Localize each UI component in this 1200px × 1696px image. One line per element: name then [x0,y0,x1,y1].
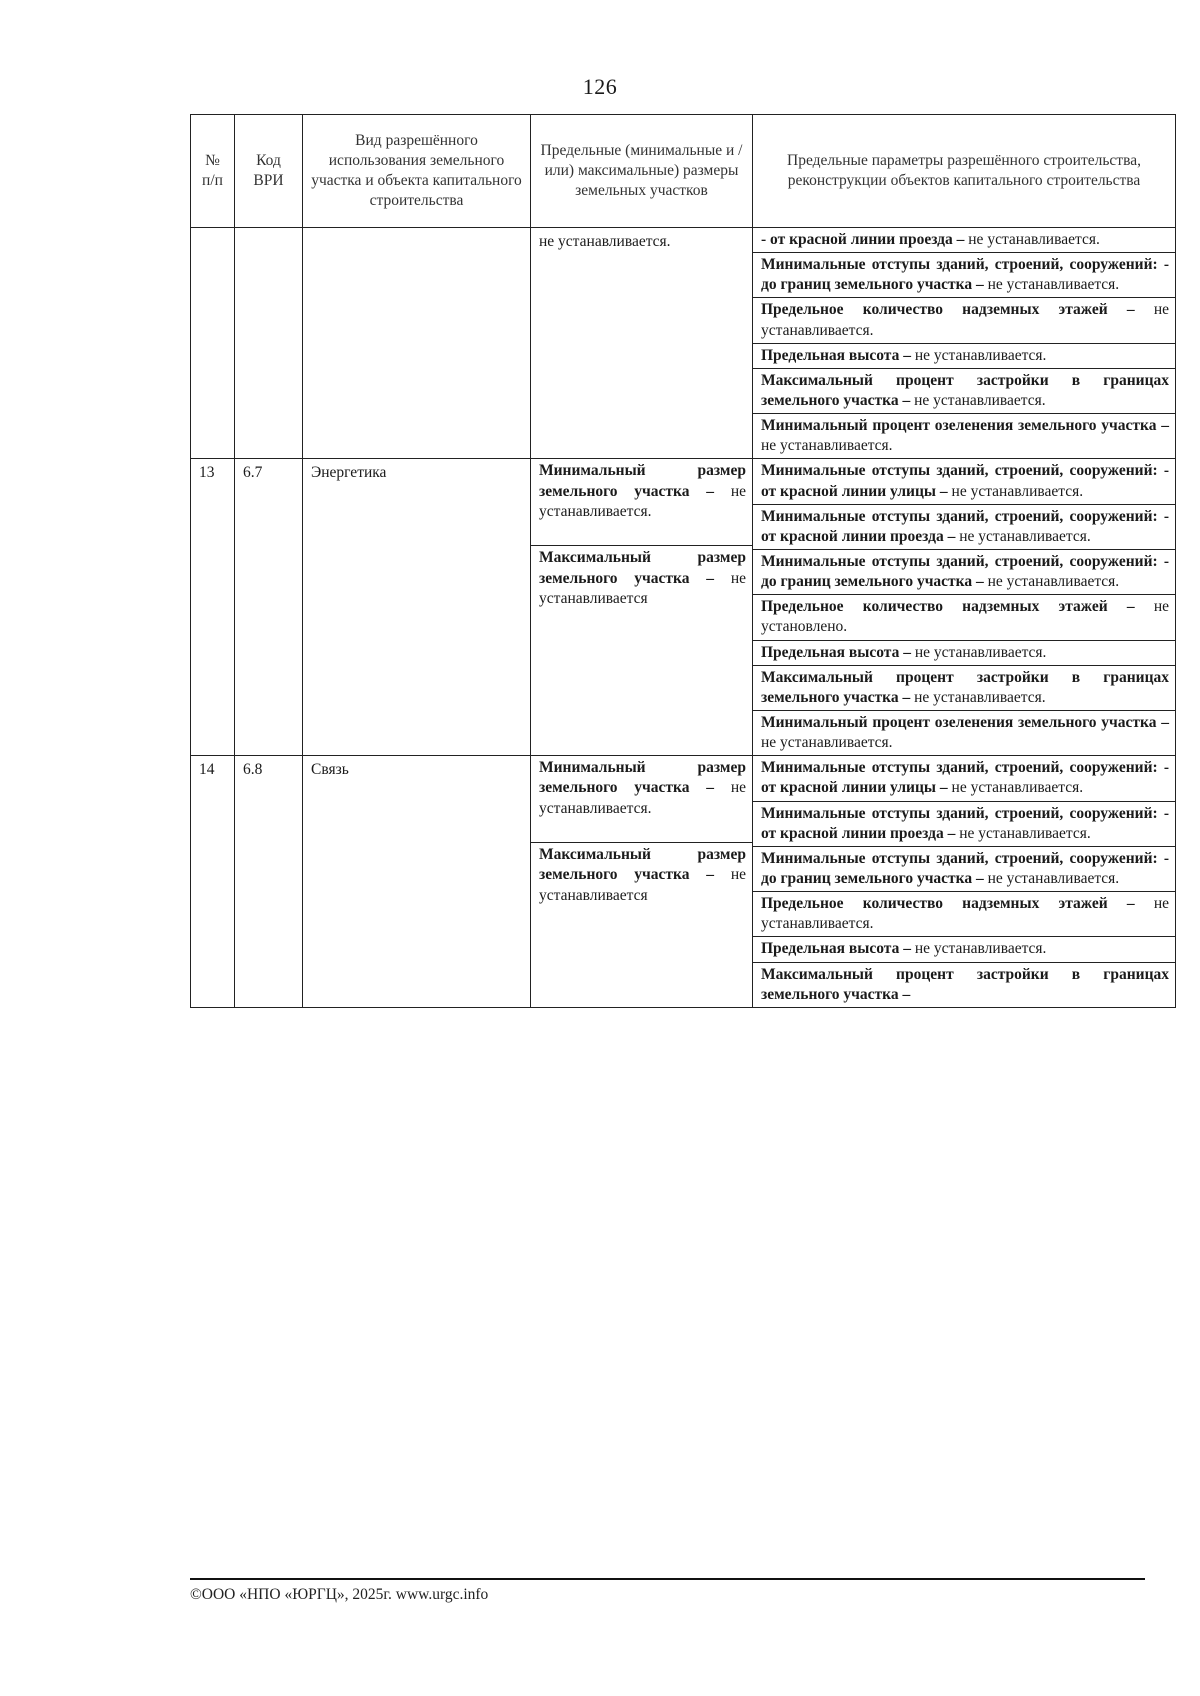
table-row [191,228,1176,459]
row-code: 6.8 [243,761,263,779]
param-value: не устанавливается. [987,276,1120,294]
param-label: Максимальный процент застройки в границах земельного участка – [761,965,1169,1003]
param-block [753,847,1175,892]
cell-params [753,228,1176,459]
param-label: Предельное количество надземных этажей – [761,301,1135,319]
param-label: Минимальные отступы зданий, строений, сооружений: - до границ земельного участка – [761,849,1169,887]
param-block [753,369,1175,414]
header-params: Предельные параметры разрешённого строительства, реконструкции объектов капитального строительства [753,115,1176,228]
size-value: не устанавливается [539,569,747,607]
row-kind: Связь [311,761,349,779]
param-value: не устанавливается. [951,779,1084,797]
param-block [753,298,1175,343]
size-block [531,459,752,546]
param-value: не устанавливается. [959,824,1091,842]
cell-sizes [531,228,753,459]
cell-sizes [531,756,753,1008]
param-value: не устанавливается. [761,734,893,752]
cell-num [191,228,235,459]
param-value: не устанавливается. [968,231,1100,248]
param-block [753,802,1175,847]
param-label: Минимальный процент озеленения земельного участка – [761,713,1169,731]
param-label: Максимальный процент застройки в границах земельного участка – [761,668,1169,706]
param-block [753,505,1175,550]
param-block [753,253,1175,298]
cell-code [235,459,303,756]
table-row [191,756,1176,1008]
param-block [753,937,1175,962]
param-value: не устанавливается. [914,643,1047,661]
table-header-row [191,115,1176,228]
cell-params [753,756,1176,1008]
row-number: 14 [199,761,215,779]
param-block [753,963,1175,1007]
param-value: не устанавливается. [914,346,1047,364]
param-label: Минимальные отступы зданий, строений, сооружений: - от красной линии проезда – [761,507,1169,545]
row-number: 13 [199,464,215,482]
sizes-text: не устанавливается. [539,233,671,250]
header-kind: Вид разрешённого использования земельного участка и объекта капитального строительства [303,115,531,228]
page-number: 126 [582,74,618,99]
param-value: не устанавливается. [987,869,1120,887]
param-label: Предельная высота – [761,940,911,958]
param-label: Минимальный процент озеленения земельного участка – [761,417,1169,435]
size-value: не устанавливается. [539,779,747,817]
param-block [753,641,1175,666]
param-block [753,228,1175,253]
row-code: 6.7 [243,464,263,482]
size-value: не устанавливается. [539,482,747,520]
param-label: Минимальные отступы зданий, строений, сооружений: - до границ земельного участка – [761,256,1169,294]
param-value: не устанавливается. [914,688,1046,706]
param-value: не устанавливается. [914,940,1047,958]
param-label: Минимальные отступы зданий, строений, сооружений: - до границ земельного участка – [761,552,1169,591]
param-value: не устанавливается. [761,301,1170,339]
param-label: - от красной линии проезда – [761,231,965,248]
size-label: Максимальный размер земельного участка – [539,549,746,587]
param-value: не устанавливается. [761,895,1170,933]
size-label: Минимальный размер земельного участка – [539,759,746,797]
param-value: не устанавливается. [959,527,1091,545]
cell-code [235,228,303,459]
param-block [753,756,1175,801]
cell-kind [303,459,531,756]
param-label: Предельная высота – [761,643,911,661]
param-label: Максимальный процент застройки в границах земельного участка – [761,371,1169,409]
regulations-table [190,114,1176,1008]
param-block [753,459,1175,504]
size-value: не устанавливается [539,866,747,904]
param-block [753,711,1175,755]
param-block [753,595,1175,640]
table-row [191,459,1176,756]
cell-kind [303,756,531,1008]
cell-num [191,756,235,1008]
param-block [753,550,1175,595]
cell-params [753,459,1176,756]
param-value: не устанавливается. [951,482,1084,500]
header-code: Код ВРИ [235,115,303,228]
footer-copyright: ©ООО «НПО «ЮРГЦ», 2025г. www.urgc.info [190,1586,489,1603]
param-block [753,414,1175,458]
param-label: Предельная высота – [761,346,911,364]
param-label: Минимальные отступы зданий, строений, сооружений: - от красной линии проезда – [761,804,1169,842]
footer-divider [190,1578,1145,1580]
param-block [753,666,1175,711]
cell-kind [303,228,531,459]
param-value: не устанавливается. [987,573,1120,591]
header-num: № п/п [191,115,235,228]
param-label: Предельное количество надземных этажей – [761,895,1135,913]
size-label: Максимальный размер земельного участка – [539,846,746,884]
param-label: Минимальные отступы зданий, строений, сооружений: - от красной линии улицы – [761,462,1169,500]
param-value: не устанавливается. [761,437,893,455]
row-kind: Энергетика [311,464,387,482]
param-value: не устанавливается. [914,391,1046,409]
cell-sizes [531,459,753,756]
header-sizes: Предельные (минимальные и / или) максимальные) размеры земельных участков [531,115,753,228]
param-block [753,892,1175,937]
param-label: Минимальные отступы зданий, строений, сооружений: - от красной линии улицы – [761,759,1169,797]
size-block [531,843,752,907]
size-label: Минимальный размер земельного участка – [539,462,746,500]
cell-num [191,459,235,756]
param-value: не установлено. [761,598,1170,636]
param-label: Предельное количество надземных этажей – [761,598,1135,616]
cell-code [235,756,303,1008]
size-block [531,546,752,610]
param-block [753,344,1175,369]
size-block [531,756,752,843]
